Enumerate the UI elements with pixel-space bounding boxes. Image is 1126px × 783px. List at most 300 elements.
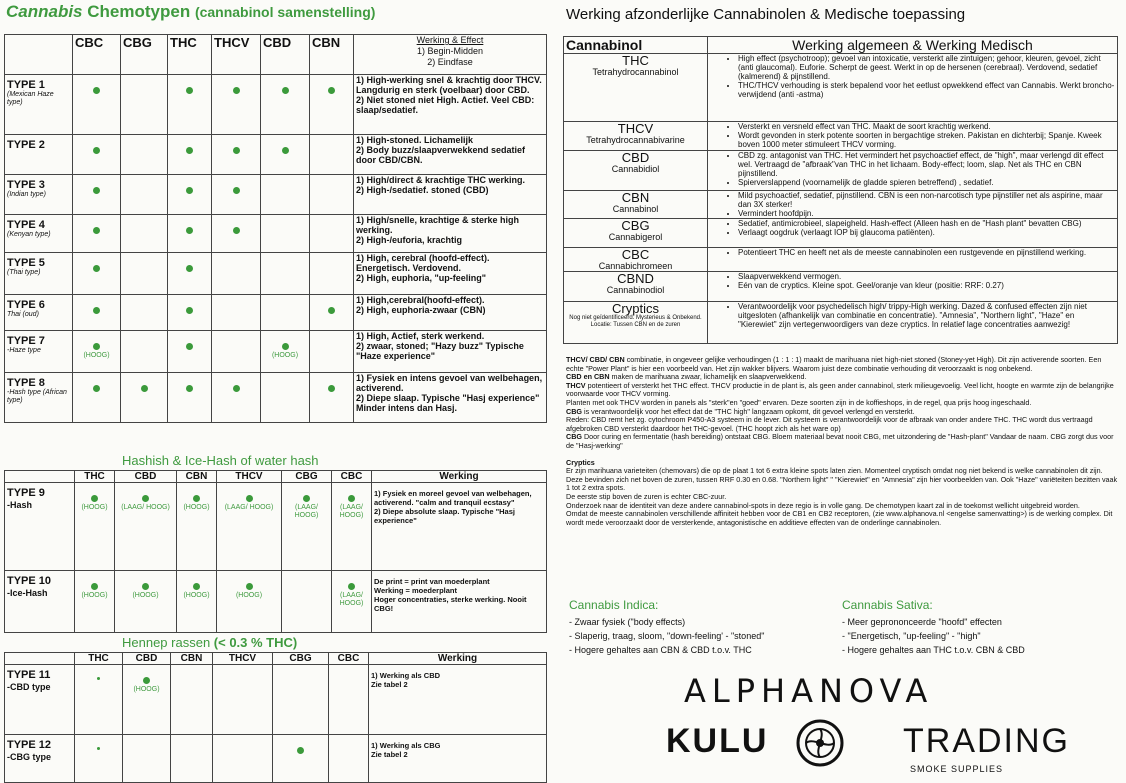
type-name: TYPE 4 xyxy=(7,219,45,231)
werking-cell xyxy=(708,219,1118,248)
type-name: TYPE 1 xyxy=(7,79,45,91)
presence-dot xyxy=(93,307,100,314)
type-cell xyxy=(5,483,75,571)
value-cell xyxy=(261,295,310,331)
value-cell xyxy=(212,373,261,423)
type-name: TYPE 11 xyxy=(7,669,51,681)
werking-item: • Eén van de cryptics. Kleine spot. Geel/oranje van kleur (positie: RRF: 0.27) xyxy=(738,281,1115,290)
werking-item: • Spierverslappend (voornamelijk de gladde spieren betreffend) , sedatief. xyxy=(738,178,1115,187)
value-cell xyxy=(261,175,310,215)
werking-cell xyxy=(354,215,547,253)
presence-dot xyxy=(328,87,335,94)
hash-table xyxy=(4,470,547,633)
cannabinol-fullname: Cannabigerol xyxy=(608,232,663,242)
presence-dot xyxy=(97,677,100,680)
value-cell xyxy=(73,331,121,373)
werking-cell xyxy=(708,191,1118,219)
value-cell xyxy=(73,253,121,295)
table-row xyxy=(5,75,547,135)
presence-dot xyxy=(93,385,100,392)
value-cell xyxy=(217,571,282,633)
presence-dot xyxy=(282,87,289,94)
value-cell xyxy=(73,295,121,331)
value-cell xyxy=(310,253,354,295)
value-cell xyxy=(121,135,168,175)
table-row xyxy=(5,253,547,295)
col-head: CBN xyxy=(171,653,213,665)
work-head: Werking xyxy=(372,471,547,483)
presence-dot xyxy=(97,747,100,750)
type-cell xyxy=(5,215,73,253)
presence-dot xyxy=(186,307,193,314)
value-cell xyxy=(310,295,354,331)
werking-line: 1) High, Actief, sterk werkend. xyxy=(356,331,485,341)
presence-dot xyxy=(246,583,253,590)
type-subtitle: (Kenyan type) xyxy=(7,231,51,238)
type-subtitle: -CBD type xyxy=(7,682,51,692)
werking-line: 1) High, cerebral (hoofd-effect). Energetisch. Verdovend. xyxy=(356,253,490,273)
werking-list xyxy=(710,219,1115,237)
table-row xyxy=(5,571,547,633)
value-cell xyxy=(121,215,168,253)
value-cell xyxy=(121,175,168,215)
presence-dot xyxy=(303,495,310,502)
werking-item: • Potentieert THC en heeft net als de meeste cannabinolen een rustgevende en pijnstillend werking. xyxy=(738,248,1115,257)
werking-line: 2) High, euphoria-zwaar (CBN) xyxy=(356,305,486,315)
value-cell xyxy=(168,331,212,373)
value-cell xyxy=(212,175,261,215)
werking-item: • Verlaagt oogdruk (verlaagt IOP bij glaucoma patiënten). xyxy=(738,228,1115,237)
werking-item: • Sedatief, antimicrobieel, slapeigheld. Hash-effect (Alleen hash en de "Hash plant" bevatten CBG) xyxy=(738,219,1115,228)
level-note: (HOOG) xyxy=(81,504,108,511)
level-note: (HOOG) xyxy=(133,686,160,693)
type-subtitle: -Haze type xyxy=(7,347,41,354)
type-name: TYPE 7 xyxy=(7,335,45,347)
col-head: CBD xyxy=(261,35,310,75)
table-row xyxy=(5,665,547,735)
cannabinol-cell xyxy=(564,302,708,344)
presence-dot xyxy=(348,583,355,590)
werking-item: • High effect (psychotroop); gevoel van intoxicatie, versterkt alle zintuigen; gehoor, kleuren, gevoel, zicht (anti glaucomal). Euforie. Scherpt de geest. Werkt in op de hersenen (cerebraal). Verdovend, sedatief (kalmerend) & pijnstillend. xyxy=(738,54,1115,81)
value-cell xyxy=(329,735,369,783)
presence-dot xyxy=(186,227,193,234)
cannabinol-name: THCV xyxy=(617,121,654,136)
level-note: (HOOG) xyxy=(183,592,210,599)
value-cell xyxy=(332,483,372,571)
werking-cell xyxy=(372,483,547,571)
presence-dot xyxy=(233,227,240,234)
werking-line: Zie tabel 2 xyxy=(371,750,408,759)
werking-line: 2) zwaar, stoned; "Hazy buzz" Typische "Haze experience" xyxy=(356,341,524,361)
table-row xyxy=(564,248,1118,272)
chemotype-table xyxy=(4,34,547,423)
type-cell xyxy=(5,175,73,215)
value-cell xyxy=(273,665,329,735)
cannabinol-cell xyxy=(564,219,708,248)
werking-cell xyxy=(354,331,547,373)
trading-logo: TRADING xyxy=(903,722,1070,760)
werking-line: 2) Diepe slaap. Typische "Hasj experience" Minder intens dan Hasj. xyxy=(356,393,540,413)
value-cell xyxy=(329,665,369,735)
cannabinol-fullname: Cannabidiol xyxy=(611,164,660,174)
presence-dot xyxy=(282,147,289,154)
table-row xyxy=(564,54,1118,122)
cannabinol-name: CBN xyxy=(621,190,650,205)
presence-dot xyxy=(91,495,98,502)
cannabinol-cell xyxy=(564,272,708,302)
cannabinol-name: Cryptics xyxy=(612,301,659,316)
presence-dot xyxy=(186,147,193,154)
value-cell xyxy=(310,75,354,135)
type-subtitle: -CBG type xyxy=(7,752,52,762)
werking-line: 1) High/snelle, krachtige & sterke high werking. xyxy=(356,215,520,235)
col-head: THC xyxy=(75,471,115,483)
table-row xyxy=(5,215,547,253)
value-cell xyxy=(168,295,212,331)
notes-block: THCV/ CBD/ CBN combinatie, in ongeveer gelijke verhoudingen (1 : 1 : 1) maakt de marihuana niet high-niet stoned (Stoney-yet High). Dit zijn activerende soorten. Een echte "Power Plant" is hier een voorbeeld van. Het zijn wakker blijvers. Waarom juist deze combinatie verhouding dit veroorzaakt is nog onbekend. CBD en CBN maken de marihuana zwaar, lichamelijk en slaapverwekkend. THCV potentieert of versterkt het THC effect. THCV productie in de plant is, als geen ander cannabinol, sterk milieugevoelig. Veel licht, hoogte en warmte zijn de belangrijke voorwaarde voor THCV vorming. Planten met ook THCV worden in panels als "sterk"en "goed" ervaren. Deze soorten zijn in de koffieshops, in de regel, qua prijs hoog ingeschaald. CBG is verantwoordelijk voor het effect dat de "THC high" langzaam opkomt, dit gevoel verlengd en versterkt. Reden: CBD remt het zg. cytochroom P450-A3 systeem in de lever. Dit systeem is verantwoordelijk voor de afbraak van onder andere THC. THC wordt dus vertraagd afgebroken CBD versterkt daardoor het THC-gevoel. (THC hoopt zich als het ware op) CBG Door curing en fermentatie (hash bereiding) ontstaat CBG. Bloem materiaal bevat nooit CBG, met uitzondering de "Hash-plant" Vandaar de naam. CBG zorgt dus voor de "Hasj-werking" Cryptics Er zijn marihuana varieteiten (chemovars) die op de plaat 1 tot 6 extra kleine spots laten zien. Momenteel cryptisch omdat nog niet bekend is welke cannabinolen dit zijn. Deze bevinden zich net boven de zuren, tussen RRF 0.30 en 0.68. "Northern light" " "Kierewiet" en "Amnesia" zijn hier voorbeelden van. Ook "Haze" variëteiten bezitten vaak 1 tot 2 extra spots. De eerste stip boven de zuren is echter CBC-zuur. Onderzoek naar de identiteit van deze andere cannabinol-spots in deze regio is in volle gang. De chemotypen kaart zal in de toekomst wellicht uitgebreid worden. Omdat de meeste cannabinolen verschillende affiniteit hebben voor de CB1 en CB2 receptoren, (zie www.alphanova.nl <engelse samenvatting>) is de werking complex. Dit wordt mede veroorzaakt door de versterkende, antagonistische en additieve effecten van de onderlinge cannabinolen. xyxy=(566,355,1118,527)
cannabinol-cell xyxy=(564,151,708,191)
value-cell xyxy=(73,215,121,253)
type-cell xyxy=(5,665,75,735)
werking-line: 2) Body buzz/slaapverwekkend sedatief door CBD/CBN. xyxy=(356,145,526,165)
table-row xyxy=(5,135,547,175)
alphanova-logo: ALPHANOVA xyxy=(684,672,934,710)
type-name: TYPE 9 xyxy=(7,487,45,499)
presence-dot xyxy=(328,385,335,392)
value-cell xyxy=(168,175,212,215)
werking-cell xyxy=(708,122,1118,151)
type-name: TYPE 10 xyxy=(7,575,52,587)
presence-dot xyxy=(142,583,149,590)
col-head: CBG xyxy=(121,35,168,75)
werking-line: 1) High/direct & krachtige THC werking. xyxy=(356,175,526,185)
col-head: THCV xyxy=(213,653,273,665)
type-name: TYPE 2 xyxy=(7,139,45,151)
indica-block: Cannabis Indica: - Zwaar fysiek ("body effects) - Slaperig, traag, sloom, "down-feeling' - "stoned" - Hogere gehaltes aan CBN & CBD t.o.v. THC xyxy=(569,598,765,655)
type-cell xyxy=(5,75,73,135)
col-head: CBC xyxy=(73,35,121,75)
value-cell xyxy=(171,665,213,735)
presence-dot xyxy=(186,87,193,94)
table-row xyxy=(5,331,547,373)
value-cell xyxy=(73,75,121,135)
type-name: TYPE 6 xyxy=(7,299,45,311)
col-head: CBN xyxy=(310,35,354,75)
table-row xyxy=(564,219,1118,248)
cannabinol-name: CBG xyxy=(621,218,650,233)
presence-dot xyxy=(193,583,200,590)
value-cell xyxy=(115,483,177,571)
value-cell xyxy=(168,75,212,135)
smoke-supplies-text: SMOKE SUPPLIES xyxy=(910,764,1004,774)
table-row xyxy=(5,175,547,215)
cannabinol-name: CBND xyxy=(617,271,654,286)
presence-dot xyxy=(93,147,100,154)
type-name: TYPE 8 xyxy=(7,377,45,389)
value-cell xyxy=(212,331,261,373)
work-head: Werking & Effect 1) Begin-Midden 2) Eindfase xyxy=(354,35,547,75)
presence-dot xyxy=(93,343,100,350)
werking-line: 2) High, euphoria, "up-feeling" xyxy=(356,273,487,283)
value-cell xyxy=(75,483,115,571)
cannabinol-fullname: Cannabinodiol xyxy=(606,285,665,295)
presence-dot xyxy=(328,307,335,314)
presence-dot xyxy=(233,385,240,392)
level-note: (HOOG) xyxy=(271,352,299,359)
value-cell xyxy=(73,373,121,423)
type-cell xyxy=(5,135,73,175)
level-note: (HOOG) xyxy=(83,352,110,359)
werking-list xyxy=(710,122,1115,149)
level-note: (LAAG/ HOOG) xyxy=(121,504,170,511)
table-row xyxy=(564,122,1118,151)
presence-dot xyxy=(282,343,289,350)
presence-dot xyxy=(186,187,193,194)
presence-dot xyxy=(233,87,240,94)
col-head: CBD xyxy=(123,653,171,665)
kulu-logo: KULU xyxy=(666,722,769,760)
kulu-emblem-icon xyxy=(795,718,845,768)
value-cell xyxy=(310,331,354,373)
cannabinol-fullname: Tetrahydrocannabinol xyxy=(592,67,679,77)
presence-dot xyxy=(186,265,193,272)
werking-cell xyxy=(354,135,547,175)
werking-line: 1) Fysiek en intens gevoel van welbehagen, activerend. xyxy=(356,373,543,393)
value-cell xyxy=(177,483,217,571)
level-note: (HOOG) xyxy=(183,504,210,511)
cannabinol-fullname: Nog niet geïdentificeerd. Mysterieus & Onbekend. Locatie: Tussen CBN en de zuren xyxy=(569,315,702,328)
value-cell xyxy=(261,135,310,175)
presence-dot xyxy=(233,147,240,154)
value-cell xyxy=(75,571,115,633)
werking-cell xyxy=(708,54,1118,122)
col-head: CBG xyxy=(282,471,332,483)
presence-dot xyxy=(93,227,100,234)
value-cell xyxy=(75,665,123,735)
werking-line: 1) Werking als CBG xyxy=(371,741,441,750)
value-cell xyxy=(168,373,212,423)
werking-item: • Versterkt en versneld effect van THC. Maakt de soort krachtig werkend. xyxy=(738,122,1115,131)
werking-cell xyxy=(354,373,547,423)
werking-item: • Mild psychoactief, sedatief, pijnstillend. CBN is een non-narcotisch type pijnstiller net als aspirine, maar dan 3X sterker! xyxy=(738,191,1115,209)
werking-cell xyxy=(372,571,547,633)
type-name: TYPE 5 xyxy=(7,257,45,269)
presence-dot xyxy=(348,495,355,502)
table-row xyxy=(5,373,547,423)
cannabinol-table xyxy=(563,36,1118,344)
werking-list xyxy=(710,54,1115,99)
right-title: Werking afzonderlijke Cannabinolen & Medische toepassing xyxy=(566,6,966,23)
cannabinol-name: CBD xyxy=(621,150,650,165)
presence-dot xyxy=(93,187,100,194)
cannabinol-cell xyxy=(564,248,708,272)
presence-dot xyxy=(193,495,200,502)
table-row xyxy=(5,735,547,783)
level-note: (LAAG/ HOOG) xyxy=(224,504,274,511)
werking-cell xyxy=(354,175,547,215)
value-cell xyxy=(121,331,168,373)
cannabinol-cell xyxy=(564,122,708,151)
value-cell xyxy=(310,373,354,423)
presence-dot xyxy=(186,385,193,392)
presence-dot xyxy=(186,343,193,350)
col-head: CBD xyxy=(115,471,177,483)
type-cell xyxy=(5,373,73,423)
werking-line: Hoger concentraties, sterke werking. Nooit CBG! xyxy=(374,595,527,613)
cannabinol-name: CBC xyxy=(621,247,650,262)
value-cell xyxy=(121,253,168,295)
werking-cell xyxy=(369,665,547,735)
value-cell xyxy=(212,135,261,175)
hemp-table xyxy=(4,652,547,783)
table-row xyxy=(564,191,1118,219)
col-head: CBC xyxy=(332,471,372,483)
hemp-section-title: Hennep rassen (< 0.3 % THC) xyxy=(122,635,298,650)
value-cell xyxy=(261,215,310,253)
level-note: (LAAG/ HOOG) xyxy=(294,504,319,519)
value-cell xyxy=(310,175,354,215)
value-cell xyxy=(282,571,332,633)
presence-dot xyxy=(91,583,98,590)
type-subtitle: -Hash xyxy=(7,500,33,510)
value-cell xyxy=(168,135,212,175)
value-cell xyxy=(171,735,213,783)
presence-dot xyxy=(93,265,100,272)
werking-cell xyxy=(708,151,1118,191)
value-cell xyxy=(261,331,310,373)
werking-cell xyxy=(354,253,547,295)
sativa-block: Cannabis Sativa: - Meer geprononceerde "hoofd" effecten - "Energetisch, "up-feeling" - "high" - Hogere gehaltes aan THC t.o.v. CBN & CBD xyxy=(842,598,1025,655)
table-row xyxy=(564,151,1118,191)
value-cell xyxy=(121,373,168,423)
werking-line: 1) High-stoned. Lichamelijk xyxy=(356,135,474,145)
value-cell xyxy=(213,665,273,735)
value-cell xyxy=(177,571,217,633)
werking-list xyxy=(710,248,1115,257)
werking-list xyxy=(710,191,1115,218)
werking-line: 2) Niet stoned niet High. Actief. Veel CBD: slaap/sedatief. xyxy=(356,95,535,115)
cannabinol-name: THC xyxy=(622,53,649,68)
level-note: (LAAG/ HOOG) xyxy=(339,504,364,519)
value-cell xyxy=(212,215,261,253)
value-cell xyxy=(73,175,121,215)
presence-dot xyxy=(233,187,240,194)
presence-dot xyxy=(93,87,100,94)
werking-cell xyxy=(708,248,1118,272)
werking-list xyxy=(710,272,1115,290)
value-cell xyxy=(168,253,212,295)
presence-dot xyxy=(297,747,304,754)
werking-line: 1) Fysiek en moreel gevoel van welbehagen, activerend. "calm and tranquil ecstasy" xyxy=(374,489,532,507)
werking-line: 2) High-/euforia, krachtig xyxy=(356,235,463,245)
page-title: Cannabis Chemotypen (cannabinol samenstelling) xyxy=(6,2,376,21)
werking-line: 1) Werking als CBD xyxy=(371,671,441,680)
col-head: THC xyxy=(168,35,212,75)
type-subtitle: Thai (oud) xyxy=(7,311,39,318)
value-cell xyxy=(310,135,354,175)
col-head: THC xyxy=(75,653,123,665)
col-head: CBG xyxy=(273,653,329,665)
type-name: TYPE 3 xyxy=(7,179,45,191)
cannabinol-head: Cannabinol xyxy=(564,37,708,54)
hash-section-title: Hashish & Ice-Hash of water hash xyxy=(122,453,319,468)
werking-line: 1) High,cerebral(hoofd-effect). xyxy=(356,295,485,305)
werking-line: Werking = moederplant xyxy=(374,586,458,595)
werking-item: • Verantwoordelijk voor psychedelisch high/ trippy-High werking. Dazed & confused effecten zijn niet uitgesloten (afhankelijk van combinatie en concentratie). "Amnesia", "Northern light", "Haze" en "Kierewiet" zijn vertegenwoordigers van deze cryptics. In relatief lage concentraties aanwezig! xyxy=(738,302,1115,329)
type-subtitle: -Ice-Hash xyxy=(7,588,48,598)
value-cell xyxy=(261,253,310,295)
level-note: (HOOG) xyxy=(81,592,108,599)
cannabinol-cell xyxy=(564,54,708,122)
werking-item: • Vermindert hoofdpijn. xyxy=(738,209,1115,218)
presence-dot xyxy=(246,495,253,502)
value-cell xyxy=(212,295,261,331)
werking-item: • CBD zg. antagonist van THC. Het vermindert het psychoactief effect, de "high", maar verlengd dit effect wel. Vertraagd de "afbraak"van THC in het lichaam. Body-effect; loom, slap. Net als THC en CBN pijnstillend. xyxy=(738,151,1115,178)
werking-head: Werking algemeen & Werking Medisch xyxy=(708,37,1118,54)
value-cell xyxy=(115,571,177,633)
werking-line: 2) Diepe absolute slaap. Typische "Hasj experience" xyxy=(374,507,515,525)
werking-item: • Wordt gevonden in sterk potente soorten in bergachtige streken. Pakistan en dichterbij; Spanje. Kweek boven 1000 meter stimuleert THCV vorming. xyxy=(738,131,1115,149)
cannabinol-fullname: Cannabinol xyxy=(612,204,659,214)
type-subtitle: -Hash type (African type) xyxy=(7,389,67,404)
table-row xyxy=(564,302,1118,344)
cannabinol-fullname: Tetrahydrocannabivarine xyxy=(586,135,685,145)
werking-list xyxy=(710,151,1115,187)
col-head: CBN xyxy=(177,471,217,483)
table-row xyxy=(5,483,547,571)
level-note: (LAAG/ HOOG) xyxy=(339,592,364,607)
werking-list xyxy=(710,302,1115,329)
presence-dot xyxy=(143,677,150,684)
presence-dot xyxy=(141,385,148,392)
werking-line: 1) High-werking snel & krachtig door THCV. Langdurig en sterk (voelbaar) door CBD. xyxy=(356,75,542,95)
value-cell xyxy=(75,735,123,783)
werking-cell xyxy=(708,302,1118,344)
value-cell xyxy=(217,483,282,571)
werking-line: De print = print van moederplant xyxy=(374,577,490,586)
work-head: Werking xyxy=(369,653,547,665)
value-cell xyxy=(123,735,171,783)
value-cell xyxy=(168,215,212,253)
value-cell xyxy=(332,571,372,633)
value-cell xyxy=(212,75,261,135)
werking-item: • Slaapverwekkend vermogen. xyxy=(738,272,1115,281)
werking-line: 2) High-/sedatief. stoned (CBD) xyxy=(356,185,489,195)
value-cell xyxy=(212,253,261,295)
type-cell xyxy=(5,331,73,373)
type-subtitle: (Mexican Haze type) xyxy=(7,91,54,106)
type-cell xyxy=(5,295,73,331)
value-cell xyxy=(261,373,310,423)
type-name: TYPE 12 xyxy=(7,739,52,751)
value-cell xyxy=(73,135,121,175)
value-cell xyxy=(273,735,329,783)
level-note: (HOOG) xyxy=(132,592,159,599)
value-cell xyxy=(213,735,273,783)
value-cell xyxy=(123,665,171,735)
level-note: (HOOG) xyxy=(235,592,263,599)
value-cell xyxy=(310,215,354,253)
value-cell xyxy=(121,75,168,135)
cannabinol-fullname: Cannabichromeen xyxy=(598,261,673,271)
value-cell xyxy=(121,295,168,331)
werking-item: • THC/THCV verhouding is sterk bepalend voor het eetlust opwekkend effect van Cannabis. Werkt broncho-verwijdend (anti -astma) xyxy=(738,81,1115,99)
col-head: THCV xyxy=(212,35,261,75)
werking-cell xyxy=(369,735,547,783)
col-head: CBC xyxy=(329,653,369,665)
type-cell xyxy=(5,253,73,295)
werking-cell xyxy=(708,272,1118,302)
